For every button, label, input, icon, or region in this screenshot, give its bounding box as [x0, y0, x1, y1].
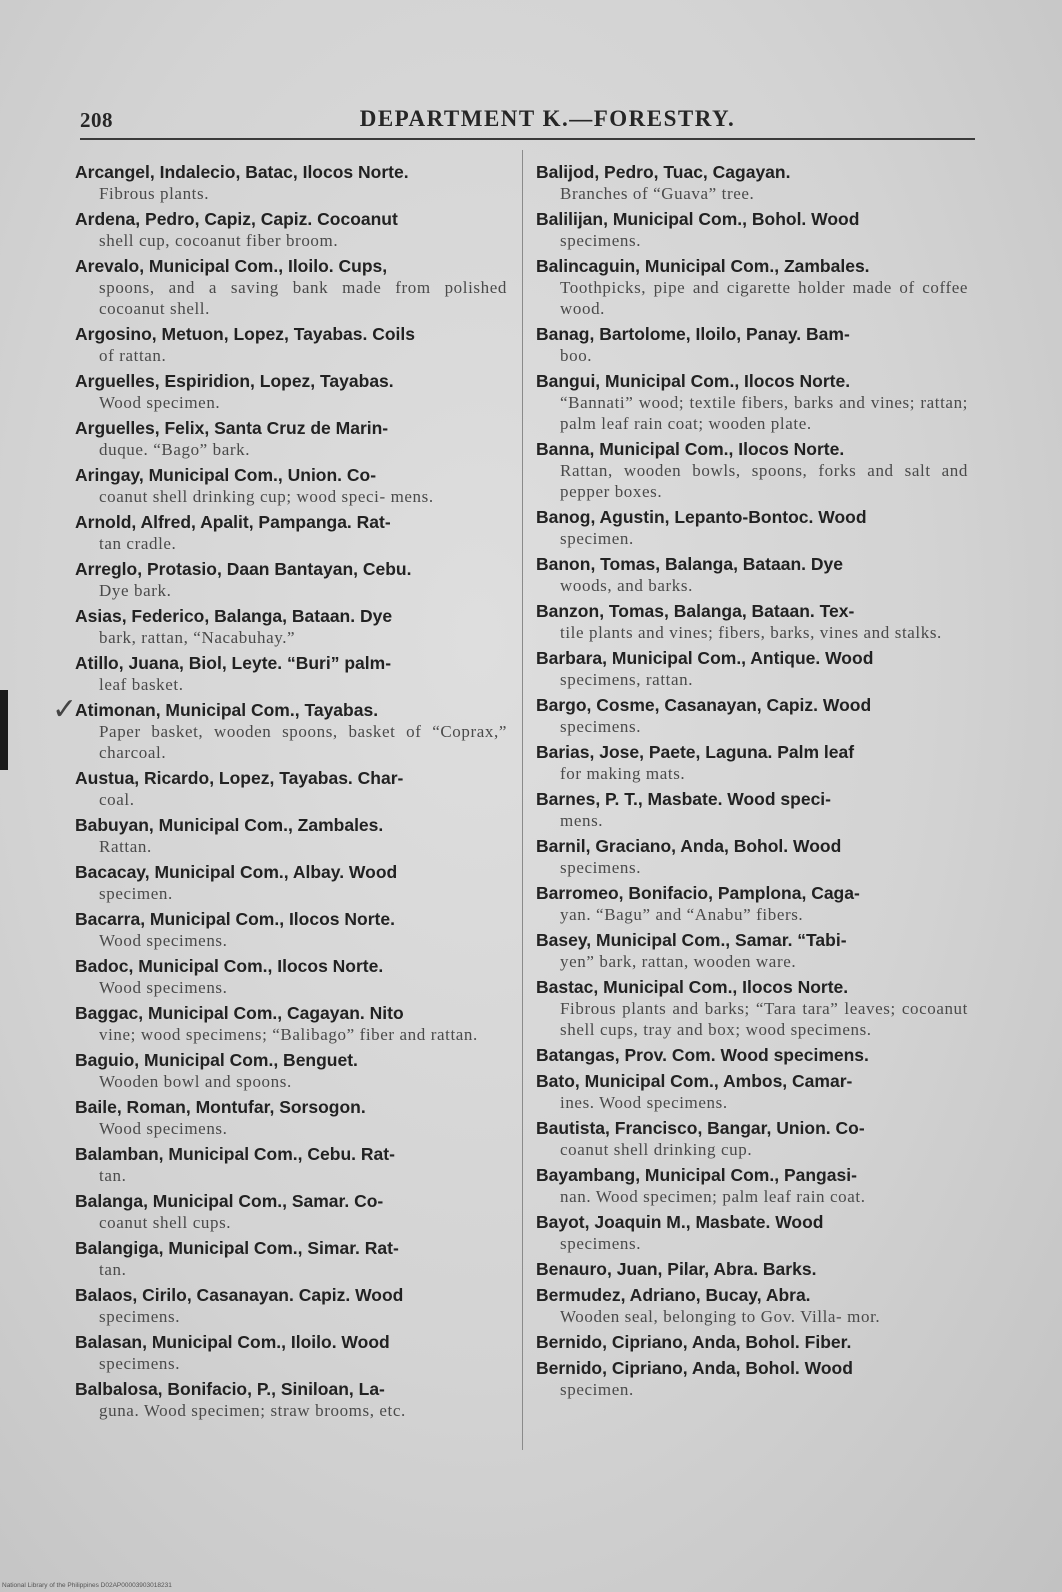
right-column — [536, 162, 968, 1405]
exhibitor-name: Argosino, Metuon, Lopez, Tayabas. Coils — [75, 324, 415, 344]
exhibitor-name: Banzon, Tomas, Balanga, Bataan. Tex- — [536, 601, 855, 621]
exhibitor-entry — [75, 1285, 507, 1327]
exhibit-description: specimen. — [99, 884, 173, 903]
exhibitor-entry — [536, 1071, 968, 1113]
exhibitor-name: Bangui, Municipal Com., Ilocos Norte. — [536, 371, 851, 391]
exhibit-description: Fibrous plants. — [99, 184, 210, 203]
exhibitor-entry — [536, 1165, 968, 1207]
exhibit-description: vine; wood specimens; “Balibago” fiber and rattan. — [99, 1025, 478, 1044]
exhibit-description: Rattan. — [99, 837, 152, 856]
exhibitor-name: Ardena, Pedro, Capiz, Capiz. Cocoanut — [75, 209, 398, 229]
exhibitor-name: Arcangel, Indalecio, Batac, Ilocos Norte. — [75, 162, 409, 182]
exhibitor-entry — [536, 1332, 968, 1353]
exhibitor-entry — [75, 1379, 507, 1421]
exhibitor-name: Batangas, Prov. Com. Wood specimens. — [536, 1045, 869, 1065]
exhibitor-entry — [536, 439, 968, 502]
exhibitor-entry — [75, 1191, 507, 1233]
exhibit-description: Wood specimens. — [99, 1119, 228, 1138]
exhibitor-entry — [75, 162, 507, 204]
exhibitor-entry — [75, 862, 507, 904]
exhibitor-name: Arevalo, Municipal Com., Iloilo. Cups, — [75, 256, 388, 276]
exhibitor-name: Balaos, Cirilo, Casanayan. Capiz. Wood — [75, 1285, 404, 1305]
exhibit-description: Wooden bowl and spoons. — [99, 1072, 292, 1091]
exhibitor-name: Balijod, Pedro, Tuac, Cagayan. — [536, 162, 791, 182]
exhibitor-entry — [75, 1003, 507, 1045]
exhibit-description: ines. Wood specimens. — [560, 1093, 728, 1112]
exhibitor-name: Aringay, Municipal Com., Union. Co- — [75, 465, 377, 485]
exhibitor-name: Bernido, Cipriano, Anda, Bohol. Fiber. — [536, 1332, 852, 1352]
exhibitor-entry — [536, 601, 968, 643]
exhibit-description: Wood specimens. — [99, 931, 228, 950]
exhibit-description: Wood specimen. — [99, 393, 221, 412]
exhibitor-name: Arguelles, Espiridion, Lopez, Tayabas. — [75, 371, 394, 391]
exhibitor-name: Barromeo, Bonifacio, Pamplona, Caga- — [536, 883, 860, 903]
exhibit-description: duque. “Bago” bark. — [99, 440, 251, 459]
exhibitor-name: Barnil, Graciano, Anda, Bohol. Wood — [536, 836, 842, 856]
exhibit-description: specimens. — [560, 858, 642, 877]
exhibitor-name: Balincaguin, Municipal Com., Zambales. — [536, 256, 870, 276]
exhibit-description: coanut shell drinking cup. — [560, 1140, 753, 1159]
exhibitor-name: Balangiga, Municipal Com., Simar. Rat- — [75, 1238, 399, 1258]
exhibit-description: tan. — [99, 1260, 127, 1279]
exhibit-description: yan. “Bagu” and “Anabu” fibers. — [560, 905, 804, 924]
exhibit-description: bark, rattan, “Nacabuhay.” — [99, 628, 296, 647]
exhibitor-entry — [75, 815, 507, 857]
exhibitor-entry — [536, 1259, 968, 1280]
exhibit-description: coanut shell drinking cup; wood speci- mens. — [99, 487, 434, 506]
page-number: 208 — [80, 108, 113, 132]
exhibitor-entry — [536, 209, 968, 251]
exhibitor-name: Banag, Bartolome, Iloilo, Panay. Bam- — [536, 324, 850, 344]
exhibitor-entry — [536, 977, 968, 1040]
exhibitor-entry — [75, 465, 507, 507]
exhibit-description: Dye bark. — [99, 581, 172, 600]
exhibitor-name: Bastac, Municipal Com., Ilocos Norte. — [536, 977, 849, 997]
exhibit-description: Wooden seal, belonging to Gov. Villa- mor. — [560, 1307, 881, 1326]
exhibitor-entry — [75, 512, 507, 554]
exhibit-description: Paper basket, wooden spoons, basket of “Coprax,” charcoal. — [99, 722, 507, 762]
exhibitor-name: Bayambang, Municipal Com., Pangasi- — [536, 1165, 857, 1185]
exhibitor-name: Banna, Municipal Com., Ilocos Norte. — [536, 439, 845, 459]
exhibitor-name: Balanga, Municipal Com., Samar. Co- — [75, 1191, 384, 1211]
exhibitor-entry — [75, 324, 507, 366]
exhibitor-entry — [75, 700, 507, 763]
exhibitor-name: Atimonan, Municipal Com., Tayabas. — [75, 700, 379, 720]
exhibit-description: for making mats. — [560, 764, 686, 783]
exhibitor-entry — [536, 256, 968, 319]
exhibitor-entry — [536, 162, 968, 204]
exhibitor-name: Arreglo, Protasio, Daan Bantayan, Cebu. — [75, 559, 412, 579]
exhibitor-entry — [536, 507, 968, 549]
exhibitor-name: Bautista, Francisco, Bangar, Union. Co- — [536, 1118, 865, 1138]
exhibitor-name: Austua, Ricardo, Lopez, Tayabas. Char- — [75, 768, 404, 788]
exhibitor-entry — [75, 1238, 507, 1280]
exhibit-description: shell cup, cocoanut fiber broom. — [99, 231, 339, 250]
exhibit-description: tile plants and vines; fibers, barks, vines and stalks. — [560, 623, 942, 642]
exhibitor-entry — [75, 559, 507, 601]
exhibit-description: boo. — [560, 346, 593, 365]
exhibit-description: guna. Wood specimen; straw brooms, etc. — [99, 1401, 406, 1420]
page-header — [80, 104, 975, 140]
exhibitor-entry — [75, 1097, 507, 1139]
exhibitor-entry — [536, 789, 968, 831]
exhibit-description: Rattan, wooden bowls, spoons, forks and salt and pepper boxes. — [560, 461, 968, 501]
exhibit-description: mens. — [560, 811, 604, 830]
exhibitor-entry — [75, 653, 507, 695]
exhibitor-entry — [536, 1045, 968, 1066]
exhibit-description: specimens. — [99, 1354, 181, 1373]
exhibit-description: specimens. — [560, 231, 642, 250]
exhibitor-name: Baile, Roman, Montufar, Sorsogon. — [75, 1097, 366, 1117]
exhibit-description: specimens. — [560, 1234, 642, 1253]
exhibitor-entry — [536, 1358, 968, 1400]
exhibit-description: Wood specimens. — [99, 978, 228, 997]
exhibitor-name: Bargo, Cosme, Casanayan, Capiz. Wood — [536, 695, 872, 715]
exhibitor-name: Barbara, Municipal Com., Antique. Wood — [536, 648, 874, 668]
exhibit-description: coanut shell cups. — [99, 1213, 232, 1232]
exhibit-description: yen” bark, rattan, wooden ware. — [560, 952, 797, 971]
exhibit-description: nan. Wood specimen; palm leaf rain coat. — [560, 1187, 866, 1206]
exhibitor-entry — [75, 956, 507, 998]
exhibit-description: Branches of “Guava” tree. — [560, 184, 755, 203]
exhibit-description: specimens, rattan. — [560, 670, 694, 689]
footer-credit: National Library of the Philippines D02AP00003903018231 — [2, 1582, 172, 1589]
exhibitor-name: Banog, Agustin, Lepanto-Bontoc. Wood — [536, 507, 867, 527]
exhibit-description: specimens. — [99, 1307, 181, 1326]
exhibit-description: spoons, and a saving bank made from polished cocoanut shell. — [99, 278, 507, 318]
exhibit-description: woods, and barks. — [560, 576, 693, 595]
exhibitor-entry — [75, 256, 507, 319]
exhibitor-entry — [536, 554, 968, 596]
scan-edge-mark — [0, 690, 8, 770]
exhibitor-name: Arguelles, Felix, Santa Cruz de Marin- — [75, 418, 389, 438]
exhibit-description: “Bannati” wood; textile fibers, barks and vines; rattan; palm leaf rain coat; wooden plate. — [560, 393, 968, 433]
exhibit-description: of rattan. — [99, 346, 167, 365]
exhibitor-name: Barnes, P. T., Masbate. Wood speci- — [536, 789, 831, 809]
exhibitor-entry — [75, 371, 507, 413]
exhibitor-name: Balbalosa, Bonifacio, P., Siniloan, La- — [75, 1379, 385, 1399]
exhibitor-name: Balamban, Municipal Com., Cebu. Rat- — [75, 1144, 395, 1164]
exhibitor-name: Baggac, Municipal Com., Cagayan. Nito — [75, 1003, 404, 1023]
exhibitor-entry — [536, 1212, 968, 1254]
exhibitor-entry — [536, 1118, 968, 1160]
exhibitor-name: Banon, Tomas, Balanga, Bataan. Dye — [536, 554, 843, 574]
exhibitor-entry — [536, 836, 968, 878]
exhibitor-entry — [75, 418, 507, 460]
exhibitor-entry — [75, 606, 507, 648]
exhibitor-name: Babuyan, Municipal Com., Zambales. — [75, 815, 384, 835]
exhibitor-entry — [536, 695, 968, 737]
exhibitor-name: Bayot, Joaquin M., Masbate. Wood — [536, 1212, 824, 1232]
exhibitor-name: Arnold, Alfred, Apalit, Pampanga. Rat- — [75, 512, 391, 532]
exhibitor-name: Atillo, Juana, Biol, Leyte. “Buri” palm- — [75, 653, 392, 673]
exhibitor-entry — [536, 324, 968, 366]
exhibitor-name: Barias, Jose, Paete, Laguna. Palm leaf — [536, 742, 855, 762]
exhibitor-entry — [75, 209, 507, 251]
exhibitor-entry — [75, 768, 507, 810]
exhibit-description: tan cradle. — [99, 534, 177, 553]
exhibitor-entry — [75, 1050, 507, 1092]
exhibit-description: coal. — [99, 790, 135, 809]
exhibitor-name: Baguio, Municipal Com., Benguet. — [75, 1050, 358, 1070]
exhibitor-name: Balasan, Municipal Com., Iloilo. Wood — [75, 1332, 390, 1352]
exhibitor-entry — [75, 1144, 507, 1186]
exhibitor-entry — [536, 883, 968, 925]
handwritten-checkmark: ✓ — [52, 692, 78, 727]
exhibit-description: Fibrous plants and barks; “Tara tara” leaves; cocoanut shell cups, tray and box; wood specimens. — [560, 999, 968, 1039]
column-divider — [522, 150, 523, 1450]
running-head: DEPARTMENT K.—FORESTRY. — [359, 106, 736, 131]
exhibit-description: specimen. — [560, 529, 634, 548]
exhibitor-entry — [536, 1285, 968, 1327]
exhibitor-entry — [536, 742, 968, 784]
exhibitor-name: Benauro, Juan, Pilar, Abra. Barks. — [536, 1259, 817, 1279]
exhibitor-name: Balilijan, Municipal Com., Bohol. Wood — [536, 209, 860, 229]
exhibitor-entry — [536, 371, 968, 434]
exhibit-description: specimens. — [560, 717, 642, 736]
exhibitor-name: Badoc, Municipal Com., Ilocos Norte. — [75, 956, 384, 976]
exhibitor-name: Bermudez, Adriano, Bucay, Abra. — [536, 1285, 811, 1305]
exhibit-description: Toothpicks, pipe and cigarette holder made of coffee wood. — [560, 278, 968, 318]
exhibitor-name: Asias, Federico, Balanga, Bataan. Dye — [75, 606, 393, 626]
exhibitor-name: Bato, Municipal Com., Ambos, Camar- — [536, 1071, 853, 1091]
exhibitor-entry — [536, 648, 968, 690]
exhibitor-entry — [75, 909, 507, 951]
exhibitor-name: Bacacay, Municipal Com., Albay. Wood — [75, 862, 398, 882]
exhibit-description: tan. — [99, 1166, 127, 1185]
exhibitor-entry — [75, 1332, 507, 1374]
exhibitor-name: Bacarra, Municipal Com., Ilocos Norte. — [75, 909, 395, 929]
exhibitor-entry — [536, 930, 968, 972]
exhibit-description: leaf basket. — [99, 675, 184, 694]
exhibitor-name: Bernido, Cipriano, Anda, Bohol. Wood — [536, 1358, 853, 1378]
left-column — [75, 162, 507, 1426]
exhibit-description: specimen. — [560, 1380, 634, 1399]
exhibitor-name: Basey, Municipal Com., Samar. “Tabi- — [536, 930, 847, 950]
